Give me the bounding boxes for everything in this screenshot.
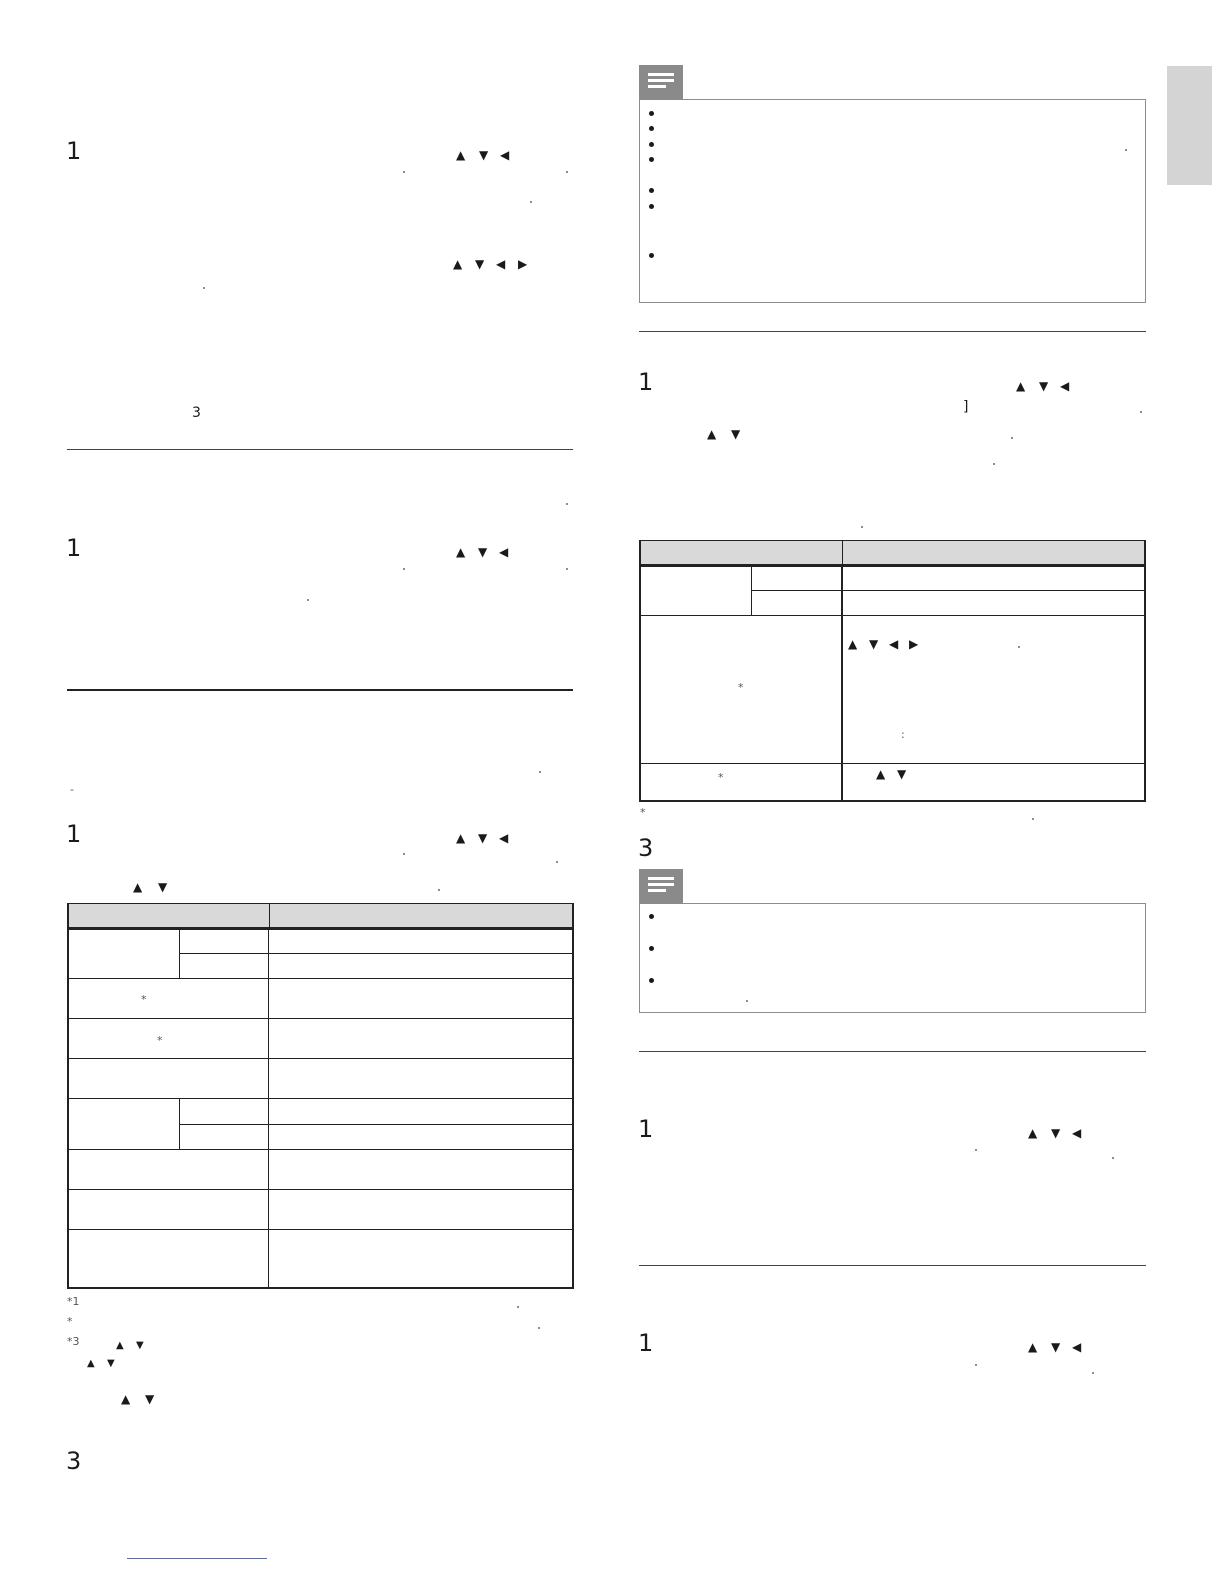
up-arrow-icon: ▲ bbox=[453, 257, 463, 271]
text-dot bbox=[538, 1327, 540, 1329]
text-dot bbox=[566, 503, 568, 505]
text-dot bbox=[993, 463, 995, 465]
note-box bbox=[639, 99, 1146, 303]
text-dot bbox=[1140, 411, 1142, 413]
down-arrow-icon: ▼ bbox=[478, 831, 488, 845]
up-arrow-icon: ▲ bbox=[848, 637, 858, 651]
down-arrow-icon: ▼ bbox=[1051, 1126, 1061, 1140]
text-dot bbox=[566, 568, 568, 570]
table-header-cell bbox=[842, 540, 1146, 565]
up-arrow-icon: ▲ bbox=[121, 1392, 131, 1406]
left-arrow-icon: ◀ bbox=[496, 257, 506, 271]
down-arrow-icon: ▼ bbox=[1051, 1340, 1061, 1354]
note-bullet bbox=[649, 142, 654, 147]
up-arrow-icon: ▲ bbox=[456, 831, 466, 845]
left-arrow-icon: ◀ bbox=[1060, 379, 1070, 393]
text-dot bbox=[975, 1364, 977, 1366]
up-arrow-icon: ▲ bbox=[133, 880, 143, 894]
down-arrow-icon: ▼ bbox=[475, 257, 485, 271]
footnote-marker: * bbox=[738, 681, 744, 694]
up-arrow-icon: ▲ bbox=[87, 1358, 95, 1369]
footnote-marker: * bbox=[157, 1034, 163, 1047]
step-number: 3 bbox=[192, 405, 201, 421]
text-dot bbox=[539, 771, 541, 773]
up-arrow-icon: ▲ bbox=[456, 545, 466, 559]
note-bullet bbox=[649, 204, 654, 209]
text-dot bbox=[566, 171, 568, 173]
text-dot bbox=[1032, 818, 1034, 820]
down-arrow-icon: ▼ bbox=[136, 1340, 144, 1351]
up-arrow-icon: ▲ bbox=[707, 427, 717, 441]
text-dot bbox=[438, 889, 440, 891]
note-bullet bbox=[649, 914, 654, 919]
text-dot bbox=[403, 853, 405, 855]
up-arrow-icon: ▲ bbox=[1016, 379, 1026, 393]
text-dot bbox=[556, 861, 558, 863]
note-bullet bbox=[649, 188, 654, 193]
step-number: 1 bbox=[638, 1329, 654, 1357]
down-arrow-icon: ▼ bbox=[869, 637, 879, 651]
text-dot bbox=[403, 171, 405, 173]
note-bullet bbox=[649, 253, 654, 258]
note-bullet bbox=[649, 978, 654, 983]
text-dot bbox=[307, 599, 309, 601]
step-number: 1 bbox=[638, 368, 654, 396]
left-arrow-icon: ◀ bbox=[1072, 1340, 1082, 1354]
text-dot bbox=[530, 201, 532, 203]
table-header-cell bbox=[640, 540, 843, 565]
text-dot bbox=[203, 287, 205, 289]
section-divider bbox=[639, 331, 1146, 332]
dash-mark: - bbox=[70, 783, 74, 796]
table-header-cell bbox=[68, 903, 270, 928]
text-dot bbox=[403, 568, 405, 570]
note-bullet bbox=[649, 111, 654, 116]
bracket-mark: ] bbox=[963, 399, 969, 415]
up-arrow-icon: ▲ bbox=[116, 1340, 124, 1351]
right-arrow-icon: ▶ bbox=[909, 637, 919, 651]
text-dot bbox=[975, 1149, 977, 1151]
footnote-label: * bbox=[67, 1315, 73, 1328]
footnote-label: * bbox=[640, 806, 646, 819]
footnote-marker: * bbox=[718, 771, 724, 784]
up-arrow-icon: ▲ bbox=[1028, 1340, 1038, 1354]
right-arrow-icon: ▶ bbox=[518, 257, 528, 271]
step-number: 1 bbox=[638, 1115, 654, 1143]
down-arrow-icon: ▼ bbox=[478, 545, 488, 559]
down-arrow-icon: ▼ bbox=[158, 880, 168, 894]
text-dot bbox=[517, 1306, 519, 1308]
footnote-label: *3 bbox=[67, 1335, 80, 1348]
down-arrow-icon: ▼ bbox=[1039, 379, 1049, 393]
section-divider bbox=[67, 449, 573, 450]
note-icon bbox=[639, 65, 683, 99]
down-arrow-icon: ▼ bbox=[107, 1358, 115, 1369]
side-tab bbox=[1167, 66, 1212, 185]
up-arrow-icon: ▲ bbox=[456, 148, 466, 162]
step-number: 1 bbox=[66, 820, 82, 848]
note-bullet bbox=[649, 946, 654, 951]
step-number: 3 bbox=[638, 834, 654, 862]
up-arrow-icon: ▲ bbox=[876, 767, 886, 781]
text-dot bbox=[1011, 437, 1013, 439]
section-divider bbox=[639, 1051, 1146, 1052]
left-arrow-icon: ◀ bbox=[500, 148, 510, 162]
left-arrow-icon: ◀ bbox=[1072, 1126, 1082, 1140]
section-divider bbox=[639, 1265, 1146, 1266]
link-underline bbox=[127, 1558, 267, 1559]
down-arrow-icon: ▼ bbox=[731, 427, 741, 441]
note-box bbox=[639, 903, 1146, 1013]
footnote-label: *1 bbox=[67, 1295, 80, 1308]
note-bullet bbox=[649, 157, 654, 162]
note-icon bbox=[639, 869, 683, 903]
table-header-cell bbox=[269, 903, 573, 928]
left-arrow-icon: ◀ bbox=[499, 831, 509, 845]
text-dot bbox=[1125, 149, 1127, 151]
text-dot bbox=[746, 1000, 748, 1002]
text-dot bbox=[1112, 1157, 1114, 1159]
down-arrow-icon: ▼ bbox=[145, 1392, 155, 1406]
note-bullet bbox=[649, 126, 654, 131]
text-dot bbox=[1092, 1372, 1094, 1374]
text-dot bbox=[861, 526, 863, 528]
step-number: 3 bbox=[66, 1447, 82, 1475]
down-arrow-icon: ▼ bbox=[897, 767, 907, 781]
footnote-marker: * bbox=[141, 993, 147, 1006]
left-arrow-icon: ◀ bbox=[499, 545, 509, 559]
up-arrow-icon: ▲ bbox=[1028, 1126, 1038, 1140]
colon-mark: : bbox=[901, 728, 905, 741]
text-dot bbox=[1018, 646, 1020, 648]
left-arrow-icon: ◀ bbox=[889, 637, 899, 651]
down-arrow-icon: ▼ bbox=[479, 148, 489, 162]
step-number: 1 bbox=[66, 137, 82, 165]
section-divider bbox=[67, 689, 573, 691]
step-number: 1 bbox=[66, 534, 82, 562]
